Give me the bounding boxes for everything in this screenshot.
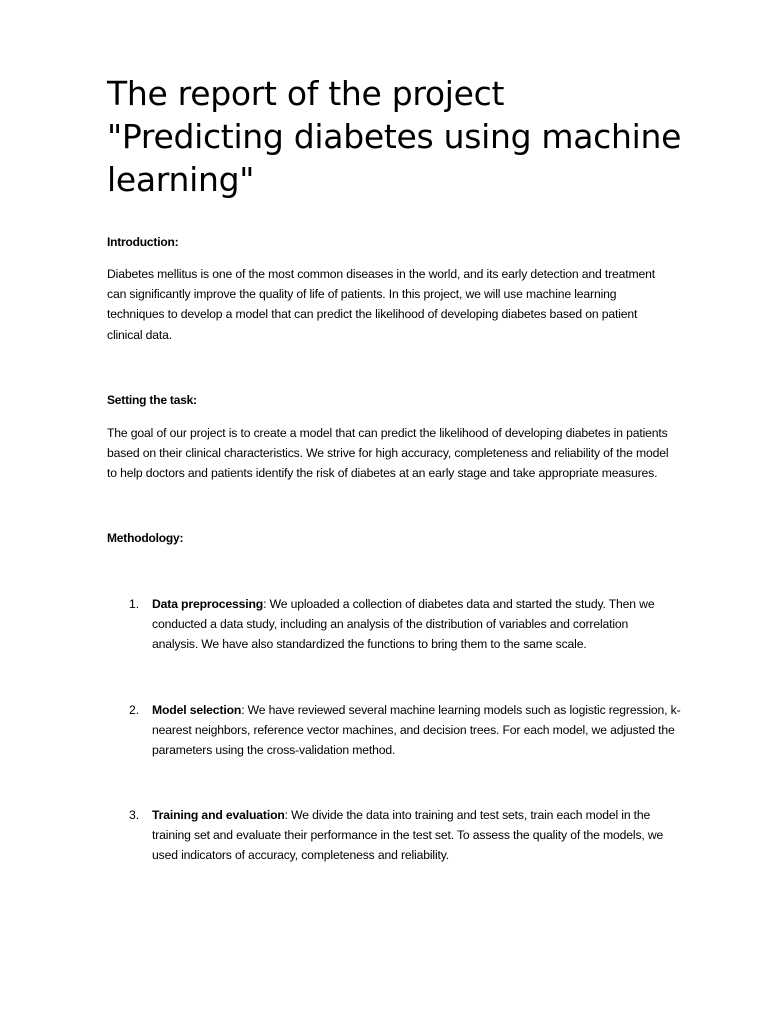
list-item-line: training set and evaluate their performance in the test set. To assess the quality of the models, we — [152, 828, 664, 843]
paragraph-line: to help doctors and patients identify the risk of diabetes at an early stage and take appropriate measures. — [107, 466, 658, 481]
methodology-heading: Methodology: — [107, 531, 184, 545]
paragraph-line: Diabetes mellitus is one of the most common diseases in the world, and its early detection and treatment — [107, 267, 656, 281]
introduction-paragraph — [107, 264, 719, 345]
list-item-first-line: : We uploaded a collection of diabetes data and started the study. Then we — [263, 597, 655, 611]
title-line: learning" — [107, 160, 255, 199]
list-item-text — [152, 700, 717, 761]
list-item-term: Model selection — [152, 703, 242, 717]
list-item-line: analysis. We have also standardized the functions to bring them to the same scale. — [152, 637, 587, 652]
list-item-line: used indicators of accuracy, completeness and reliability. — [152, 848, 450, 863]
list-item-line: nearest neighbors, reference vector machines, and decision trees. For each model, we adjusted the — [152, 723, 675, 738]
paragraph-line: based on their clinical characteristics. We strive for high accuracy, completeness and reliability of the model — [107, 446, 669, 461]
list-item-line: conducted a data study, including an analysis of the distribution of variables and correlation — [152, 617, 629, 632]
introduction-heading: Introduction: — [107, 235, 179, 249]
list-item-first-line: : We divide the data into training and test sets, train each model in the — [284, 808, 651, 822]
list-item-line: parameters using the cross-validation method. — [152, 743, 396, 758]
task-heading: Setting the task: — [107, 393, 197, 407]
list-item-term: Training and evaluation — [152, 808, 285, 822]
list-item-text — [152, 594, 717, 655]
paragraph-line: techniques to develop a model that can predict the likelihood of developing diabetes based on patient — [107, 307, 638, 322]
list-number: 3. — [129, 808, 140, 822]
list-item-text — [152, 805, 717, 866]
paragraph-line: can significantly improve the quality of life of patients. In this project, we will use machine learning — [107, 287, 617, 302]
list-item-first-line: : We have reviewed several machine learning models such as logistic regression, k- — [241, 703, 681, 717]
list-number: 1. — [129, 597, 140, 611]
list-item-term: Data preprocessing — [152, 597, 264, 611]
paragraph-line: The goal of our project is to create a model that can predict the likelihood of developing diabetes in patients — [107, 426, 668, 440]
title-line: "Predicting diabetes using machine — [107, 117, 682, 156]
title-line: The report of the project — [107, 74, 505, 113]
paragraph-line: clinical data. — [107, 327, 172, 342]
document-title — [107, 72, 719, 201]
list-number: 2. — [129, 703, 140, 717]
task-paragraph — [107, 423, 719, 484]
